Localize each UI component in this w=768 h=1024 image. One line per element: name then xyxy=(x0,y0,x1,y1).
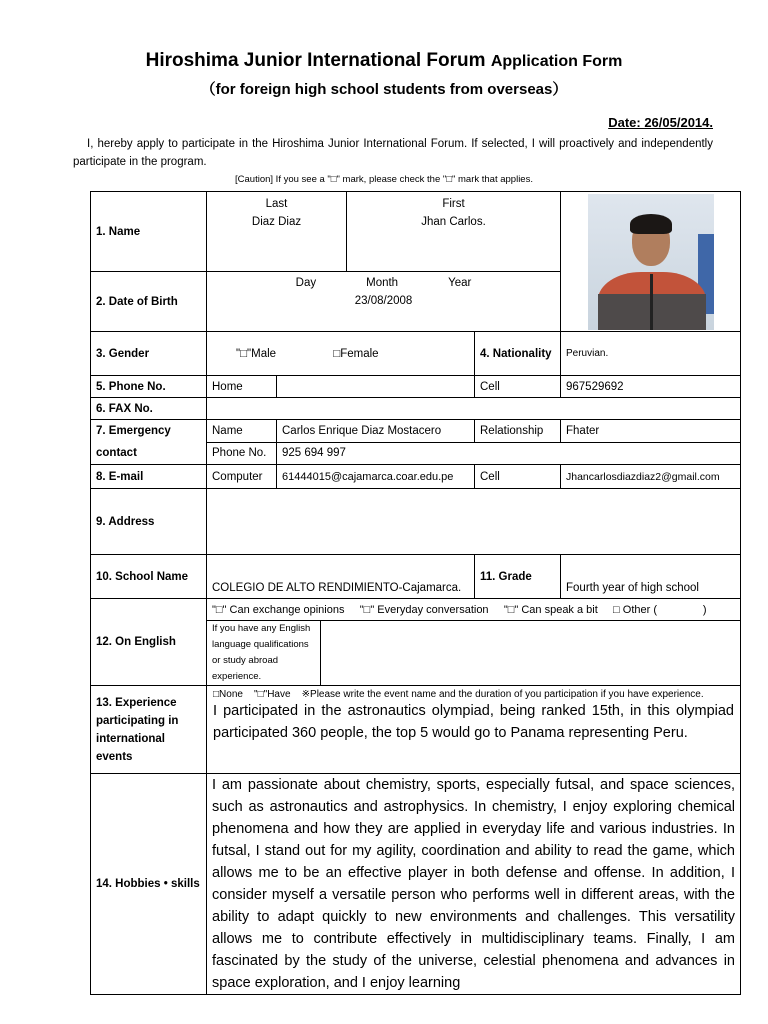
first-name-header: First xyxy=(442,198,465,210)
form-date: Date: 26/05/2014. xyxy=(608,115,713,130)
school-label: 10. School Name xyxy=(91,555,207,599)
email-computer-value[interactable]: 61444015@cajamarca.coar.edu.pe xyxy=(277,465,475,489)
english-options[interactable]: "□" Can exchange opinions "□" Everyday conversation "□" Can speak a bit □ Other ( ) xyxy=(207,599,741,621)
emergency-name-label: Name xyxy=(207,420,277,443)
hobbies-text[interactable]: I am passionate about chemistry, sports, especially futsal, and space sciences, such as astronautics and astrophysics. In chemistry, I enjoy exploring chemical phenomena and how they are applied in everyday life and various industries. In futsal, I stand out for my agility, coordination and ability to read the game, which allows me to be an effective player in both defense and offense. In addition, I consider myself a versatile person who performs well in different areas, with the ability to adapt quickly to new environments and challenges. This versatility allows me to contribute effectively in multidisciplinary teams. Finally, I am fascinated by the study of the universe, celestial phenomena and advances in space exploration, and I enjoy learning xyxy=(207,774,741,995)
intro-paragraph: I, hereby apply to participate in the Hiroshima Junior International Forum. If selected, I will proactively and independently participate in the program. xyxy=(73,138,713,168)
grade-label xyxy=(475,555,561,599)
grade-value[interactable]: Fourth year of high school xyxy=(561,555,741,599)
experience-text[interactable]: I participated in the astronautics olympiad, being ranked 15th, in this olympiad participated 360 people, the top 5 would go to Panama representing Peru. xyxy=(213,703,734,741)
last-name-cell xyxy=(207,192,347,272)
address-value[interactable] xyxy=(207,489,741,555)
english-label: 12. On English xyxy=(91,599,207,686)
english-qualifications-cell xyxy=(207,621,741,686)
emergency-label: 7. Emergency contact xyxy=(91,420,207,465)
fax-value[interactable] xyxy=(207,398,741,420)
email-cell-label: Cell xyxy=(475,465,561,489)
birth-value[interactable]: 23/08/2008 xyxy=(354,295,413,307)
email-cell-value[interactable]: Jhancarlosdiazdiaz2@gmail.com xyxy=(561,465,741,489)
phone-home-value[interactable] xyxy=(277,376,475,398)
birth-cell xyxy=(207,272,561,332)
form-title-main: Hiroshima Junior International Forum xyxy=(145,50,486,71)
grade-label-text: 11. Grade xyxy=(480,570,532,583)
phone-cell-value[interactable]: 967529692 xyxy=(561,376,741,398)
form-title-sub: Application Form xyxy=(490,53,623,70)
experience-options[interactable]: □None "□"Have ※Please write the event name and the duration of you participation if you have experience. xyxy=(213,689,704,700)
photo-cell xyxy=(561,192,741,332)
emergency-phone-label: Phone No. xyxy=(207,442,277,465)
caution-note: [Caution] If you see a "□" mark, please check the "□" mark that applies. xyxy=(235,174,533,185)
email-computer-label: Computer xyxy=(207,465,277,489)
english-qualifications-value[interactable] xyxy=(321,621,741,685)
emergency-name-value[interactable]: Carlos Enrique Diaz Mostacero xyxy=(277,420,475,443)
gender-male-option[interactable]: "□"Male xyxy=(236,347,277,360)
fax-label: 6. FAX No. xyxy=(91,398,207,420)
gender-label: 3. Gender xyxy=(91,332,207,376)
last-name-header: Last xyxy=(265,198,288,210)
phone-label: 5. Phone No. xyxy=(91,376,207,398)
name-label: 1. Name xyxy=(91,192,207,272)
gender-female-option[interactable]: □Female xyxy=(333,347,379,360)
application-table xyxy=(90,191,741,995)
address-label: 9. Address xyxy=(91,489,207,555)
first-name-cell xyxy=(347,192,561,272)
last-name-value[interactable]: Diaz Diaz xyxy=(251,216,302,228)
english-qualifications-note: If you have any English language qualifications or study abroad experience. xyxy=(207,621,321,685)
email-label: 8. E-mail xyxy=(91,465,207,489)
nationality-value[interactable]: Peruvian. xyxy=(561,332,741,376)
birth-label: 2. Date of Birth xyxy=(91,272,207,332)
form-title xyxy=(0,50,768,72)
emergency-relationship-value[interactable]: Fhater xyxy=(561,420,741,443)
emergency-phone-value[interactable]: 925 694 997 xyxy=(277,442,741,465)
nationality-label: 4. Nationality xyxy=(475,332,561,376)
emergency-relationship-label: Relationship xyxy=(475,420,561,443)
first-name-value[interactable]: Jhan Carlos. xyxy=(421,216,486,228)
applicant-photo xyxy=(588,194,714,330)
phone-cell-label: Cell xyxy=(475,376,561,398)
form-subtitle: （for foreign high school students from overseas） xyxy=(200,81,568,98)
phone-home-label: Home xyxy=(207,376,277,398)
school-value[interactable]: COLEGIO DE ALTO RENDIMIENTO-Cajamarca. xyxy=(207,555,475,599)
birth-day-header: Day xyxy=(295,277,317,289)
birth-year-header: Year xyxy=(448,277,472,289)
experience-label: 13. Experience participating in international events xyxy=(91,686,207,774)
gender-cell xyxy=(207,332,475,376)
birth-month-header: Month xyxy=(366,277,399,289)
experience-cell xyxy=(207,686,741,774)
hobbies-label: 14. Hobbies • skills xyxy=(91,774,207,995)
